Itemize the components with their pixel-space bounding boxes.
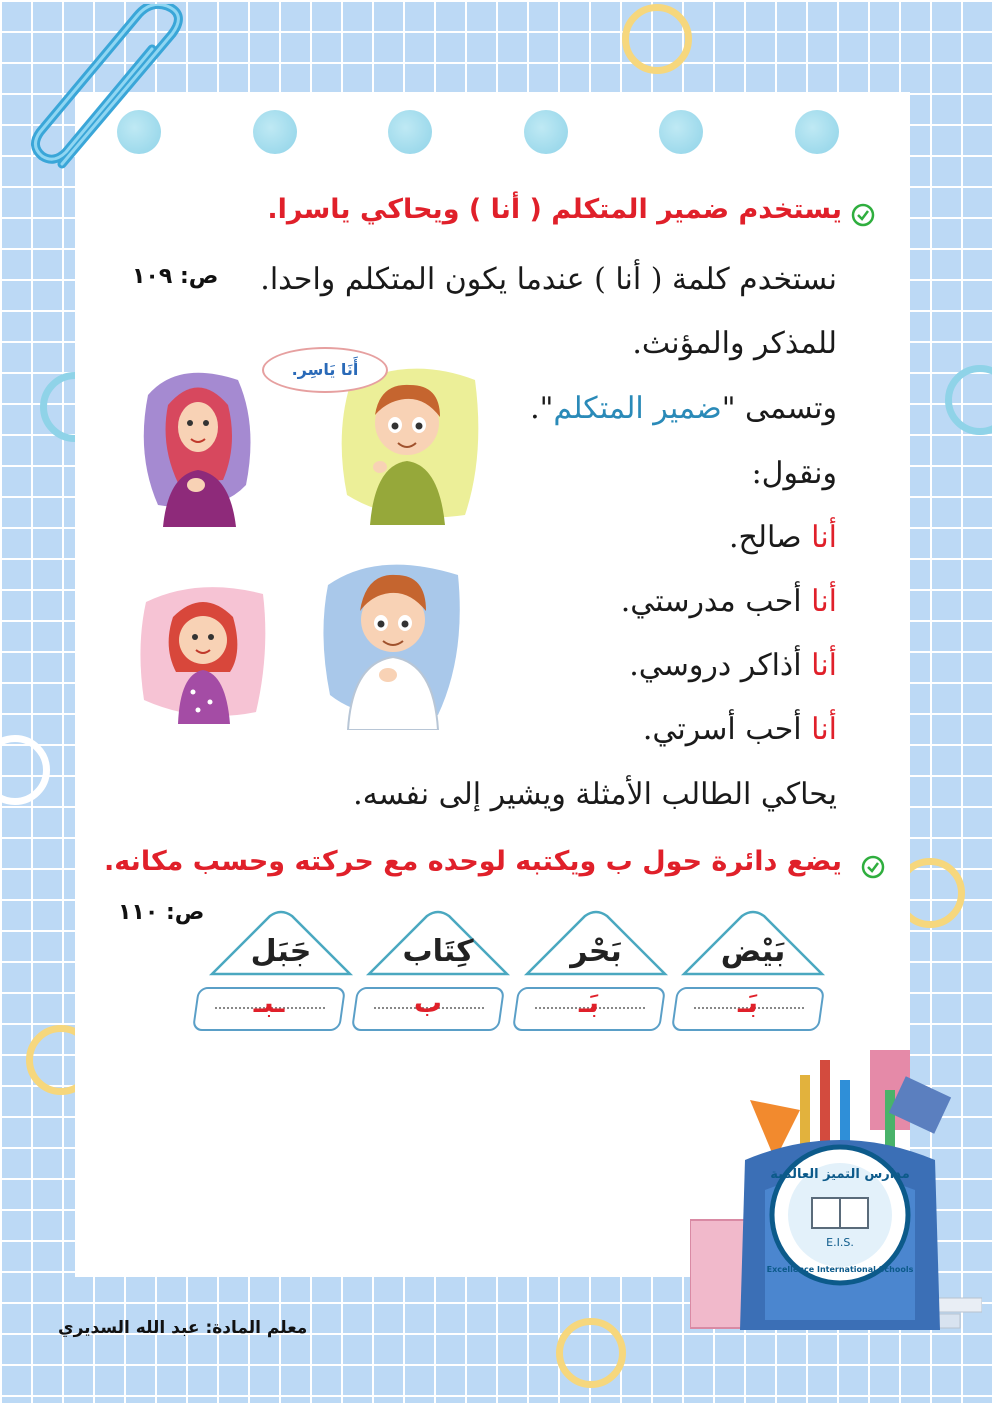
example-line (643, 712, 837, 747)
logo-arabic: مدارس التميز العالمية (770, 1167, 910, 1182)
speech-text: أَنَا يَاسِر. (291, 360, 359, 379)
logo-english: Excellence International Schools (766, 1265, 914, 1274)
word-card-text: كِتَاب (402, 934, 474, 969)
text-fragment: وتسمى " (721, 391, 837, 426)
answer-text: بَـ (578, 986, 600, 1019)
decor-ring (556, 1318, 626, 1388)
word-card-text: جَبَل (250, 934, 312, 969)
section1-heading: يستخدم ضمير المتكلم ( أنا ) ويحاكي ياسرا. (267, 194, 842, 225)
text-line: نستخدم كلمة ( أنا ) عندما يكون المتكلم واحدا. (260, 262, 837, 297)
example-line (629, 648, 837, 683)
decor-ring (945, 365, 992, 435)
teacher-footer: معلم المادة: عبد الله السديري (58, 1318, 308, 1338)
decor-dot (524, 110, 568, 154)
decor-dot (795, 110, 839, 154)
logo-abbr: E.I.S. (826, 1236, 854, 1249)
text-line: ونقول: (751, 456, 837, 491)
decor-dot (659, 110, 703, 154)
answer-text: ب (413, 986, 443, 1019)
girl-hijab-illustration (138, 365, 256, 527)
word-card-text: بَحْر (570, 934, 622, 969)
answer-text: ـبـ (253, 986, 285, 1019)
pronoun: أنا (811, 584, 837, 619)
pronoun: أنا (811, 712, 837, 747)
decor-ring (622, 4, 692, 74)
decor-dot (388, 110, 432, 154)
example-text: صالح. (728, 520, 812, 555)
example-text: أحب أسرتي. (642, 712, 812, 747)
word-card-text: بَيْض (720, 934, 786, 969)
highlight-term: ضمير المتكلم (553, 391, 722, 426)
decor-dot (253, 110, 297, 154)
example-text: أذاكر دروسي. (629, 648, 812, 683)
speech-bubble (262, 347, 388, 393)
boy-thobe-illustration (318, 545, 468, 730)
page-reference-109: ص: ١٠٩ (132, 264, 219, 289)
check-circle-icon (861, 855, 885, 879)
decor-ring (0, 735, 50, 805)
example-line (621, 584, 837, 619)
pronoun: أنا (811, 520, 837, 555)
example-line (729, 520, 837, 555)
paperclip-icon (22, 4, 192, 174)
check-circle-icon (851, 203, 875, 227)
text-line (530, 391, 837, 426)
pronoun: أنا (811, 648, 837, 683)
example-text: أحب مدرستي. (620, 584, 812, 619)
text-line: للمذكر والمؤنث. (632, 326, 837, 361)
page-reference-110: ص: ١١٠ (118, 900, 205, 925)
text-line: يحاكي الطالب الأمثلة ويشير إلى نفسه. (353, 777, 837, 812)
text-fragment: ". (530, 391, 554, 426)
answer-text: بَـ (737, 986, 759, 1019)
backpack-illustration (690, 1050, 982, 1332)
girl-pink-illustration (138, 582, 268, 724)
section2-heading: يضع دائرة حول ب ويكتبه لوحده مع حركته وحسب مكانه. (104, 846, 842, 877)
